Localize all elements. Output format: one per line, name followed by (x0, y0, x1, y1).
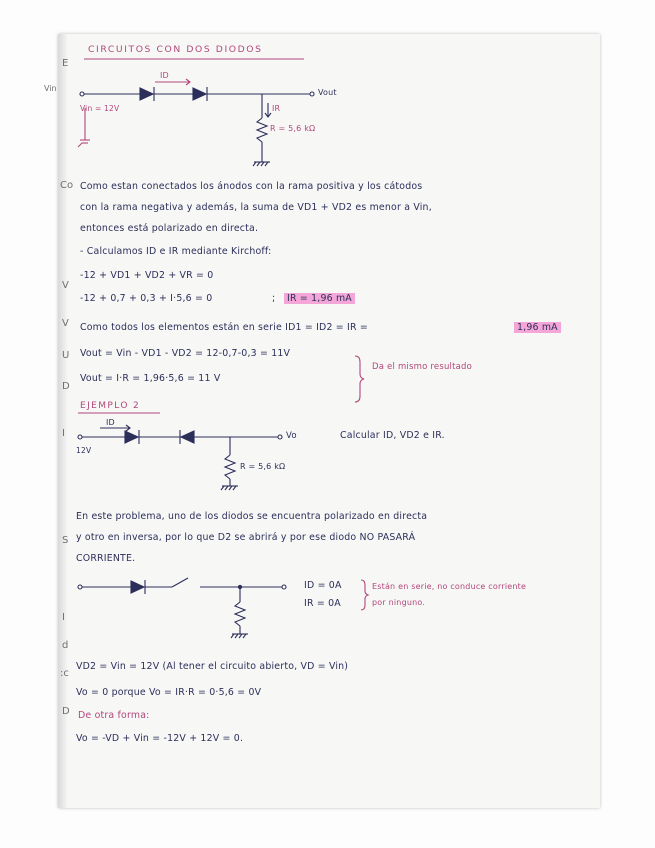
equation-vd2: VD2 = Vin = 12V (Al tener el circuito abierto, VD = Vin) (76, 661, 349, 672)
resistor-1-symbol (257, 118, 267, 142)
circuit2-vo-label: Vo (286, 431, 297, 441)
circuit2-r-label: R = 5,6 kΩ (240, 462, 286, 471)
equation-vout-2: Vout = I·R = 1,96·5,6 = 11 V (80, 373, 221, 384)
text-line: con la rama negativa y además, la suma de VD1 + VD2 es menor a Vin, (80, 202, 432, 213)
text-line: entonces está polarizado en directa. (80, 223, 259, 234)
margin-fragment: Vin (44, 84, 57, 93)
brace-note-1 (355, 356, 364, 402)
circuit1-vin-label: Vin = 12V (80, 104, 120, 113)
margin-fragment: E (62, 58, 69, 69)
calc-instruction: Calcular ID, VD2 e IR. (340, 430, 445, 441)
diode-2-symbol (193, 88, 206, 100)
note-none: por ninguno. (372, 598, 426, 607)
text-line: En este problema, uno de los diodos se encuentra polarizado en directa (76, 511, 428, 522)
text-line: Como todos los elementos están en serie ID1 = ID2 = IR = (80, 322, 368, 333)
result-ir-highlight (284, 293, 355, 304)
margin-fragment: D (62, 706, 70, 717)
text-line: Como estan conectados los ánodos con la rama positiva y los cátodos (80, 181, 423, 192)
brace-note-2 (361, 580, 368, 610)
equation-kirchoff: -12 + VD1 + VD2 + VR = 0 (80, 270, 214, 281)
equation-vo: Vo = 0 porque Vo = IR·R = 0·5,6 = 0V (76, 687, 262, 698)
equation-substitution: -12 + 0,7 + 0,3 + I·5,6 = 0 (80, 293, 213, 304)
margin-fragment: U (62, 350, 70, 361)
example-2-title: EJEMPLO 2 (80, 401, 141, 411)
equation-vout-1: Vout = Vin - VD1 - VD2 = 12-0,7-0,3 = 11V (80, 348, 291, 359)
note-same-result: Da el mismo resultado (372, 362, 473, 372)
circuit2-vin-label: 12V (76, 446, 92, 455)
margin-fragment: D (62, 381, 70, 392)
circuit1-vout-label: Vout (318, 88, 337, 97)
ex2-diode-2-symbol (181, 431, 194, 443)
page-title: CIRCUITOS CON DOS DIODOS (88, 44, 263, 55)
circuit1-ir-label: IR (272, 104, 281, 113)
text-other-way: De otra forma: (78, 710, 150, 721)
margin-fragment: d (62, 640, 69, 651)
result-id-highlight (514, 322, 561, 333)
ir-zero: IR = 0A (304, 598, 341, 609)
id-zero: ID = 0A (304, 580, 342, 591)
text-line: y otro en inversa, por lo que D2 se abrirá y por ese diodo NO PASARÁ (76, 532, 416, 543)
highlight-ir: IR = 1,96 mA (284, 293, 355, 304)
text-line: - Calculamos ID e IR mediante Kirchoff: (80, 246, 272, 257)
diode-1-symbol (140, 88, 153, 100)
circuit-3-schematic (78, 578, 286, 638)
margin-fragment: :c (60, 668, 69, 679)
circuit1-r-label: R = 5,6 kΩ (270, 124, 316, 133)
margin-fragment: Co (60, 180, 74, 191)
text-line: CORRIENTE. (76, 553, 136, 564)
margin-fragment: V (62, 280, 69, 291)
ex2-diode-1-symbol (125, 431, 138, 443)
circuit2-current-label: ID (106, 418, 115, 427)
margin-fragment: V (62, 318, 69, 329)
margin-fragment: I (62, 612, 65, 623)
equation-separator: ; (272, 293, 276, 304)
circuit-2-schematic (78, 425, 282, 490)
circuit1-current-label: ID (160, 71, 169, 80)
margin-fragment: I (62, 428, 65, 439)
margin-fragment: S (62, 535, 69, 546)
circuit-1-schematic (78, 79, 314, 166)
note-series: Están en serie, no conduce corriente (372, 582, 527, 591)
highlight-id: 1,96 mA (514, 322, 561, 333)
equation-vo-alt: Vo = -VD + Vin = -12V + 12V = 0. (76, 733, 244, 744)
